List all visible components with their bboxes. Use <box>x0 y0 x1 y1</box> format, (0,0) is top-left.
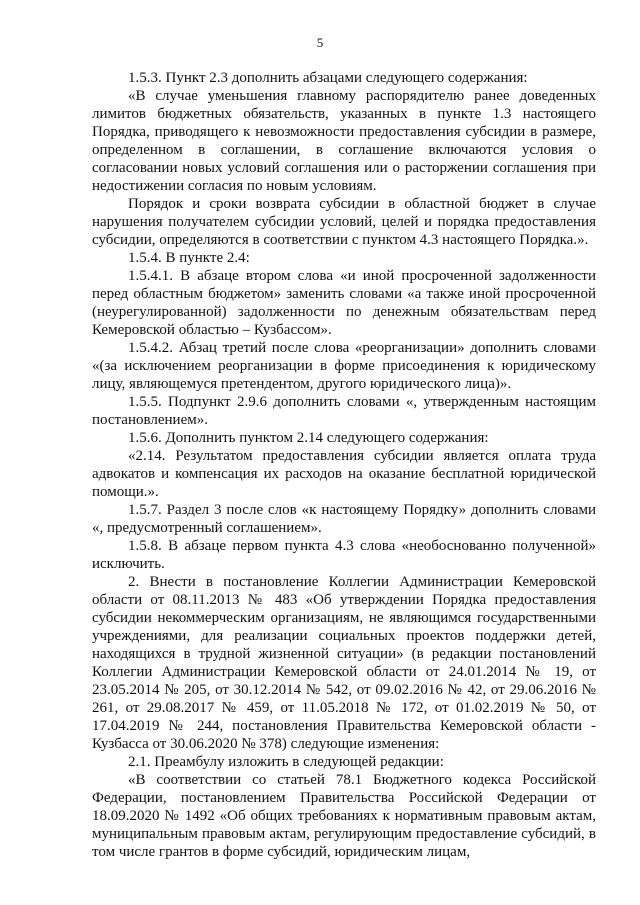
paragraph-1-5-7: 1.5.7. Раздел 3 после слов «к настоящему Порядку» дополнить словами «, предусмотренный соглашением». <box>92 502 596 536</box>
paragraph-1-5-6: 1.5.6. Дополнить пунктом 2.14 следующего содержания: <box>128 430 489 446</box>
paragraph-1-5-4-2: 1.5.4.2. Абзац третий после слова «реорганизации» дополнить словами «(за исключением реорганизации в форме присоединения к юридическому лицу, являющемуся претендентом, другого юридического лица)». <box>92 340 596 392</box>
page-number: 5 <box>316 35 324 50</box>
document-body <box>92 69 596 861</box>
paragraph-preamble-quote: «В соответствии со статьей 78.1 Бюджетного кодекса Российской Федерации, постановлением Правительства Российской Федерации от 18.09.2020 № 1492 «Об общих требованиях к нормативным правовым актам, муниципальным правовым актам, регулирующим предоставление субсидий, в том числе грантов в форме субсидий, юридическим лицам, <box>92 772 596 860</box>
paragraph-1-5-4-1: 1.5.4.1. В абзаце втором слова «и иной просроченной задолженности перед областным бюджетом» заменить словами «а также иной просроченной (неурегулированной) задолженности по денежным обязательствам перед Кемеровской областью – Кузбассом». <box>92 268 596 338</box>
paragraph-2: 2. Внести в постановление Коллегии Администрации Кемеровской области от 08.11.2013 № 483 «Об утверждении Порядка предоставления субсидии некоммерческим организациям, не являющимся государственными учреждениями, для реализации социальных проектов поддержки детей, находящихся в трудной жизненной ситуации» (в редакции постановлений Коллегии Администрации Кемеровской области от 24.01.2014 № 19, от 23.05.2014 № 205, от 30.12.2014 № 542, от 09.02.2016 № 42, от 29.06.2016 № 261, от 29.08.2017 № 459, от 11.05.2018 № 172, от 01.02.2019 № 50, от 17.04.2019 № 244, постановления Правительства Кемеровской области - Кузбасса от 30.06.2020 № 378) следующие изменения: <box>92 574 596 752</box>
paragraph-subsidy-return: Порядок и сроки возврата субсидии в областной бюджет в случае нарушения получателем субсидии условий, целей и порядка предоставления субсидии, определяются в соответствии с пунктом 4.3 настоящего Порядка.». <box>92 196 596 248</box>
paragraph-2-14: «2.14. Результатом предоставления субсидии является оплата труда адвокатов и компенсация их расходов на оказание бесплатной юридической помощи.». <box>92 448 596 500</box>
paragraph-1-5-8: 1.5.8. В абзаце первом пункта 4.3 слова «необоснованно полученной» исключить. <box>92 538 596 572</box>
paragraph-1-5-5: 1.5.5. Подпункт 2.9.6 дополнить словами «, утвержденным настоящим постановлением». <box>92 394 596 428</box>
paragraph-quote-budget-limits: «В случае уменьшения главному распорядителю ранее доведенных лимитов бюджетных обязательств, указанных в пункте 1.3 настоящего Порядка, приводящего к невозможности предоставления субсидии в размере, определенном в соглашении, в соглашение включаются условия о согласовании новых условий соглашения или о расторжении соглашения при недостижении согласия по новым условиям. <box>92 88 596 194</box>
paragraph-2-1: 2.1. Преамбулу изложить в следующей редакции: <box>128 754 444 770</box>
paragraph-1-5-4: 1.5.4. В пункте 2.4: <box>128 250 250 266</box>
paragraph-1-5-3: 1.5.3. Пункт 2.3 дополнить абзацами следующего содержания: <box>128 70 528 86</box>
